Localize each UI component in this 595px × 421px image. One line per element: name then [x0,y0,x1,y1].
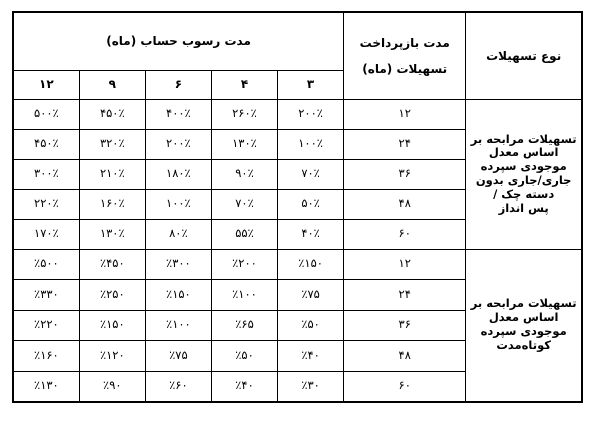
ratio-cell: ۷۰٪ [278,159,344,189]
ratio-cell: ٪۳۳۰ [13,280,79,311]
ratio-cell: ۱۸۰٪ [145,159,211,189]
ratio-cell: ۷۰٪ [211,189,277,219]
table-row [13,99,582,129]
facility-type-line: موجودی سپرده [480,159,567,174]
period-cell: ۱۲ [344,249,466,280]
facility-type-line: اساس معدل [488,145,559,160]
ratio-cell: ۱۳۰٪ [79,219,145,249]
table-body [13,99,582,402]
header-delay-12: ۱۲ [13,70,79,99]
period-cell: ۱۲ [344,99,466,129]
ratio-cell: ۱۰۰٪ [145,189,211,219]
ratio-cell: ٪۹۰ [79,371,145,402]
ratio-cell: ٪۱۰۰ [211,280,277,311]
ratio-cell: ۴۰٪ [278,219,344,249]
ratio-cell: ۲۲۰٪ [13,189,79,219]
facility-type-line: تسهیلات مرابحه بر [470,131,577,146]
header-delay: مدت رسوب حساب (ماه) [13,12,344,70]
ratio-cell: ٪۲۰۰ [211,249,277,280]
ratio-cell: ۹۰٪ [211,159,277,189]
ratio-cell: ۲۰۰٪ [145,129,211,159]
period-cell: ۶۰ [344,219,466,249]
ratio-cell: ۳۲۰٪ [79,129,145,159]
facility-type-line: دسته چک / [493,186,555,201]
period-cell: ۴۸ [344,341,466,372]
ratio-cell: ۵۰۰٪ [13,99,79,129]
ratio-cell: ۸۰٪ [145,219,211,249]
ratio-cell: ٪۷۵ [278,280,344,311]
header-delay-3: ۳ [278,70,344,99]
facility-type-cell [466,99,582,249]
ratio-cell: ٪۵۰ [211,341,277,372]
header-delay-6: ۶ [145,70,211,99]
ratio-cell: ۱۷۰٪ [13,219,79,249]
facility-type-line: تسهیلات مرابحه بر [470,296,577,311]
ratio-cell: ٪۳۰۰ [145,249,211,280]
ratio-cell: ٪۷۵ [145,341,211,372]
ratio-cell: ۵۰٪ [278,189,344,219]
facility-type-line: اساس معدل [488,310,559,325]
ratio-cell: ۳۰۰٪ [13,159,79,189]
period-cell: ۴۸ [344,189,466,219]
ratio-cell: ۱۶۰٪ [79,189,145,219]
header-delay-9: ۹ [79,70,145,99]
ratio-cell: ۴۰۰٪ [145,99,211,129]
facility-table [12,11,583,403]
ratio-cell: ٪۳۰ [278,371,344,402]
ratio-cell: ۴۵۰٪ [13,129,79,159]
header-period: مدت بازپرداخت تسهیلات (ماه) [344,12,466,99]
ratio-cell: ٪۵۰۰ [13,249,79,280]
ratio-cell: ۲۰۰٪ [278,99,344,129]
ratio-cell: ٪۱۵۰ [79,310,145,341]
ratio-cell: ٪۶۰ [145,371,211,402]
ratio-cell: ٪۲۵۰ [79,280,145,311]
ratio-cell: ٪۱۶۰ [13,341,79,372]
ratio-cell: ۲۱۰٪ [79,159,145,189]
ratio-cell: ٪۱۵۰ [145,280,211,311]
facility-type-line: کوتاه‌مدت [496,337,551,352]
ratio-cell: ٪۲۲۰ [13,310,79,341]
header-delay-4: ۴ [211,70,277,99]
ratio-cell: ٪۱۰۰ [145,310,211,341]
table-row [13,249,582,280]
facility-type-line: پس انداز [498,200,549,215]
ratio-cell: ۴۵۰٪ [79,99,145,129]
ratio-cell: ٪۶۵ [211,310,277,341]
ratio-cell: ٪۱۵۰ [278,249,344,280]
ratio-cell: ٪۵۰ [278,310,344,341]
ratio-cell: ۵۵٪ [211,219,277,249]
header-type: نوع تسهیلات [466,12,582,99]
facility-type-line: جاری/جاری بدون [475,173,572,187]
period-cell: ۳۶ [344,310,466,341]
period-cell: ۳۶ [344,159,466,189]
ratio-cell: ٪۴۵۰ [79,249,145,280]
ratio-cell: ٪۴۰ [211,371,277,402]
ratio-cell: ۲۶۰٪ [211,99,277,129]
ratio-cell: ٪۱۲۰ [79,341,145,372]
period-cell: ۲۴ [344,280,466,311]
ratio-cell: ٪۴۰ [278,341,344,372]
ratio-cell: ۱۳۰٪ [211,129,277,159]
facility-type-line: موجودی سپرده [480,324,567,338]
period-cell: ۲۴ [344,129,466,159]
ratio-cell: ٪۱۳۰ [13,371,79,402]
facility-type-cell [466,249,582,402]
ratio-cell: ۱۰۰٪ [278,129,344,159]
period-cell: ۶۰ [344,371,466,402]
